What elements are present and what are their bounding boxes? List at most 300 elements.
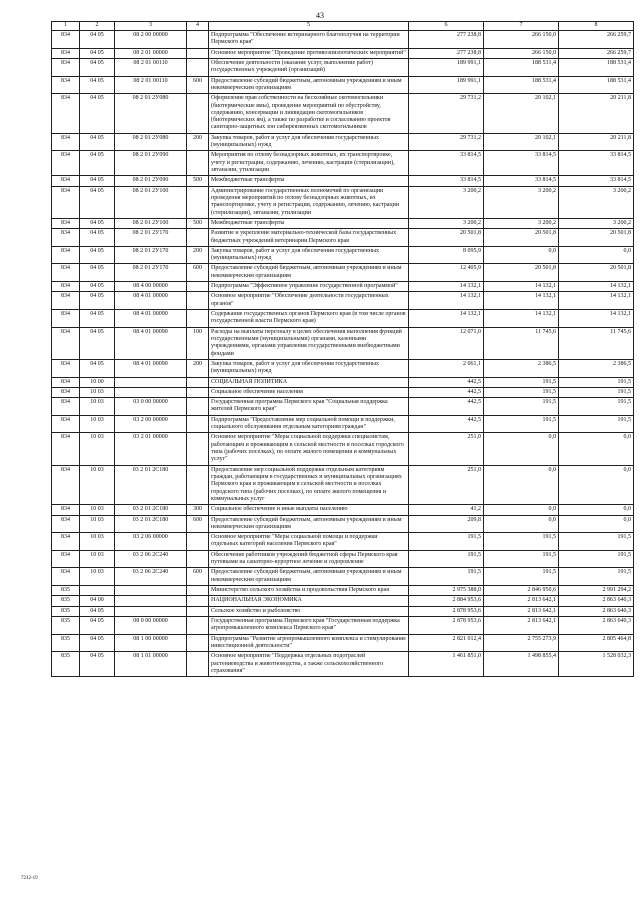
amount-year1-cell: 12 071,0 xyxy=(409,327,484,359)
description-cell: НАЦИОНАЛЬНАЯ ЭКОНОМИКА xyxy=(209,596,409,606)
amount-year3-cell: 2 863 640,3 xyxy=(559,616,634,634)
section-code-cell: 04 05 xyxy=(80,58,115,76)
section-code-cell: 10 03 xyxy=(80,505,115,515)
section-code-cell: 04 05 xyxy=(80,282,115,292)
table-row xyxy=(52,465,634,505)
admin-code-cell: 834 xyxy=(52,292,80,310)
amount-year1-cell: 14 132,1 xyxy=(409,282,484,292)
expense-type-cell xyxy=(187,31,209,49)
table-row xyxy=(52,310,634,328)
amount-year3-cell: 11 745,6 xyxy=(559,327,634,359)
amount-year2-cell: 20 102,1 xyxy=(484,94,559,134)
expense-type-cell xyxy=(187,387,209,397)
expense-type-cell: 600 xyxy=(187,568,209,586)
description-cell: Основное мероприятие "Поддержка отдельных подотраслей растениеводства и животноводства, а также сельскохозяйственного страхования" xyxy=(209,652,409,677)
admin-code-cell: 834 xyxy=(52,377,80,387)
expense-type-cell xyxy=(187,550,209,568)
section-code-cell: 04 05 xyxy=(80,359,115,377)
section-code-cell: 04 05 xyxy=(80,48,115,58)
table-row xyxy=(52,515,634,533)
description-cell: Основное мероприятие "Меры социальной поддержки специалистам, работающим и проживающим в сельской местности и поселках городского типа (рабочих поселках), по оплате жилого помещения и коммунальных услуг" xyxy=(209,433,409,465)
section-code-cell: 04 05 xyxy=(80,76,115,94)
expense-type-cell xyxy=(187,58,209,76)
target-article-cell: 03 2 00 00000 xyxy=(115,415,187,433)
expense-type-cell: 300 xyxy=(187,505,209,515)
section-code-cell: 10 03 xyxy=(80,415,115,433)
section-code-cell: 04 00 xyxy=(80,596,115,606)
table-row xyxy=(52,359,634,377)
target-article-cell: 08 2 01 00000 xyxy=(115,48,187,58)
amount-year2-cell: 191,5 xyxy=(484,415,559,433)
amount-year3-cell: 0,0 xyxy=(559,505,634,515)
target-article-cell: 08 4 01 00090 xyxy=(115,310,187,328)
target-article-cell: 08 4 01 00000 xyxy=(115,292,187,310)
amount-year1-cell: 33 814,5 xyxy=(409,176,484,186)
amount-year2-cell: 191,5 xyxy=(484,398,559,416)
amount-year1-cell: 12 405,9 xyxy=(409,264,484,282)
amount-year1-cell: 33 814,5 xyxy=(409,151,484,176)
expense-type-cell xyxy=(187,616,209,634)
amount-year1-cell: 29 731,2 xyxy=(409,94,484,134)
description-cell: Обеспечение деятельности (оказание услуг, выполнение работ) государственных учреждений (организаций) xyxy=(209,58,409,76)
expense-type-cell: 500 xyxy=(187,218,209,228)
section-code-cell: 10 03 xyxy=(80,568,115,586)
description-cell: Основное мероприятие "Проведение противоэпизоотических мероприятий" xyxy=(209,48,409,58)
target-article-cell: 08 2 00 00000 xyxy=(115,31,187,49)
table-row xyxy=(52,616,634,634)
section-code-cell: 10 03 xyxy=(80,533,115,551)
section-code-cell: 10 03 xyxy=(80,465,115,505)
amount-year1-cell: 251,0 xyxy=(409,465,484,505)
table-row xyxy=(52,377,634,387)
description-cell: Обеспечение работников учреждений бюджетной сферы Пермского края путевками на санаторно-курортное лечение и оздоровление xyxy=(209,550,409,568)
amount-year1-cell: 442,5 xyxy=(409,415,484,433)
section-code-cell: 04 05 xyxy=(80,634,115,652)
description-cell: Социальное обеспечение населения xyxy=(209,387,409,397)
amount-year3-cell: 2 805 464,8 xyxy=(559,634,634,652)
description-cell: Предоставление субсидий бюджетным, автономным учреждениям и иным некоммерческим организациям xyxy=(209,568,409,586)
description-cell: Подпрограмма "Обеспечение ветеринарного благополучия на территории Пермского края" xyxy=(209,31,409,49)
expense-type-cell: 200 xyxy=(187,246,209,264)
amount-year2-cell: 14 132,1 xyxy=(484,282,559,292)
section-code-cell: 04 05 xyxy=(80,310,115,328)
amount-year1-cell: 14 132,1 xyxy=(409,292,484,310)
amount-year3-cell: 0,0 xyxy=(559,465,634,505)
amount-year3-cell: 2 386,5 xyxy=(559,359,634,377)
amount-year1-cell: 442,5 xyxy=(409,377,484,387)
amount-year2-cell: 20 102,1 xyxy=(484,133,559,151)
expense-type-cell xyxy=(187,48,209,58)
description-cell: Государственная программа Пермского края "Социальная поддержка жителей Пермского края" xyxy=(209,398,409,416)
column-header: 8 xyxy=(559,22,634,31)
target-article-cell: 08 1 01 00000 xyxy=(115,652,187,677)
admin-code-cell: 834 xyxy=(52,359,80,377)
amount-year3-cell: 188 531,4 xyxy=(559,58,634,76)
target-article-cell: 08 4 01 00090 xyxy=(115,327,187,359)
table-row xyxy=(52,151,634,176)
amount-year2-cell: 2 386,5 xyxy=(484,359,559,377)
amount-year2-cell: 191,5 xyxy=(484,568,559,586)
amount-year2-cell: 2 813 642,1 xyxy=(484,606,559,616)
section-code-cell: 10 03 xyxy=(80,398,115,416)
expense-type-cell xyxy=(187,586,209,596)
admin-code-cell: 834 xyxy=(52,568,80,586)
target-article-cell: 03 2 01 2С180 xyxy=(115,465,187,505)
expense-type-cell xyxy=(187,94,209,134)
amount-year3-cell: 2 863 640,3 xyxy=(559,596,634,606)
expense-type-cell xyxy=(187,606,209,616)
description-cell: Предоставление субсидий бюджетным, автономным учреждениям и иным некоммерческим организациям xyxy=(209,76,409,94)
table-row xyxy=(52,264,634,282)
amount-year1-cell: 442,5 xyxy=(409,387,484,397)
section-code-cell: 04 05 xyxy=(80,94,115,134)
table-row xyxy=(52,186,634,218)
amount-year1-cell: 8 095,9 xyxy=(409,246,484,264)
table-row xyxy=(52,176,634,186)
amount-year2-cell: 0,0 xyxy=(484,515,559,533)
section-code-cell: 04 05 xyxy=(80,229,115,247)
description-cell: Подпрограмма "Эффективное управление государственной программой" xyxy=(209,282,409,292)
section-code-cell: 04 05 xyxy=(80,606,115,616)
amount-year3-cell: 33 814,5 xyxy=(559,176,634,186)
table-row xyxy=(52,282,634,292)
amount-year3-cell: 3 200,2 xyxy=(559,186,634,218)
amount-year2-cell: 191,5 xyxy=(484,550,559,568)
table-row xyxy=(52,292,634,310)
amount-year2-cell: 2 846 950,6 xyxy=(484,586,559,596)
description-cell: Основное мероприятие "Меры социальной помощи и поддержки отдельных категорий населения Пермского края" xyxy=(209,533,409,551)
amount-year1-cell: 3 200,2 xyxy=(409,186,484,218)
amount-year3-cell: 14 132,1 xyxy=(559,292,634,310)
table-row xyxy=(52,652,634,677)
expense-type-cell xyxy=(187,465,209,505)
section-code-cell: 04 05 xyxy=(80,186,115,218)
amount-year1-cell: 189 991,1 xyxy=(409,76,484,94)
amount-year3-cell: 188 531,4 xyxy=(559,76,634,94)
amount-year2-cell: 0,0 xyxy=(484,246,559,264)
amount-year1-cell: 2 878 953,6 xyxy=(409,606,484,616)
amount-year3-cell: 191,5 xyxy=(559,377,634,387)
amount-year1-cell: 1 461 851,0 xyxy=(409,652,484,677)
amount-year3-cell: 191,5 xyxy=(559,387,634,397)
amount-year3-cell: 20 501,8 xyxy=(559,264,634,282)
description-cell: Основное мероприятие "Обеспечение деятельности государственных органов" xyxy=(209,292,409,310)
amount-year3-cell: 14 132,1 xyxy=(559,282,634,292)
admin-code-cell: 834 xyxy=(52,398,80,416)
amount-year1-cell: 251,0 xyxy=(409,433,484,465)
admin-code-cell: 834 xyxy=(52,282,80,292)
column-number-row xyxy=(52,22,634,31)
column-header: 3 xyxy=(115,22,187,31)
amount-year2-cell: 3 200,2 xyxy=(484,186,559,218)
amount-year1-cell: 277 238,8 xyxy=(409,31,484,49)
amount-year3-cell: 191,5 xyxy=(559,550,634,568)
amount-year1-cell: 2 884 953,6 xyxy=(409,596,484,606)
amount-year1-cell: 2 878 953,6 xyxy=(409,616,484,634)
target-article-cell: 03 2 06 2С240 xyxy=(115,550,187,568)
amount-year3-cell: 191,5 xyxy=(559,568,634,586)
amount-year3-cell: 0,0 xyxy=(559,433,634,465)
table-row xyxy=(52,505,634,515)
amount-year2-cell: 191,5 xyxy=(484,377,559,387)
table-row xyxy=(52,606,634,616)
admin-code-cell: 834 xyxy=(52,310,80,328)
admin-code-cell: 834 xyxy=(52,94,80,134)
admin-code-cell: 834 xyxy=(52,264,80,282)
target-article-cell: 08 2 01 2У080 xyxy=(115,133,187,151)
amount-year1-cell: 2 821 012,4 xyxy=(409,634,484,652)
table-row xyxy=(52,568,634,586)
table-row xyxy=(52,415,634,433)
target-article-cell xyxy=(115,606,187,616)
amount-year3-cell: 20 211,8 xyxy=(559,133,634,151)
amount-year3-cell: 14 132,1 xyxy=(559,310,634,328)
description-cell: Мероприятия по отлову безнадзорных животных, их транспортировке, учету и регистрации, содержанию, лечению, кастрации (стерилизации), эвтаназии, утилизации xyxy=(209,151,409,176)
amount-year1-cell: 277 238,8 xyxy=(409,48,484,58)
target-article-cell xyxy=(115,596,187,606)
amount-year2-cell: 191,5 xyxy=(484,387,559,397)
table-row xyxy=(52,634,634,652)
admin-code-cell: 834 xyxy=(52,415,80,433)
admin-code-cell: 834 xyxy=(52,515,80,533)
amount-year2-cell: 2 813 642,1 xyxy=(484,596,559,606)
target-article-cell: 08 2 01 2У170 xyxy=(115,246,187,264)
admin-code-cell: 834 xyxy=(52,246,80,264)
target-article-cell: 08 4 01 00090 xyxy=(115,359,187,377)
amount-year2-cell: 1 498 855,4 xyxy=(484,652,559,677)
amount-year2-cell: 0,0 xyxy=(484,433,559,465)
description-cell: Государственная программа Пермского края "Государственная поддержка агропромышленного комплекса Пермского края" xyxy=(209,616,409,634)
expense-type-cell: 200 xyxy=(187,133,209,151)
description-cell: Предоставление мер социальной поддержки отдельным категориям граждан, работающим в государственных и муниципальных организациях Пермского края и проживающим в сельской местности и поселках городского типа (рабочих поселках), по оплате жилого помещения и коммунальных услуг xyxy=(209,465,409,505)
amount-year2-cell: 20 501,8 xyxy=(484,229,559,247)
expense-type-cell xyxy=(187,433,209,465)
description-cell: Содержание государственных органов Пермского края (в том числе органов государственной власти Пермского края) xyxy=(209,310,409,328)
amount-year2-cell: 33 814,5 xyxy=(484,151,559,176)
amount-year1-cell: 189 991,1 xyxy=(409,58,484,76)
footer-code: 7212-19 xyxy=(21,876,38,881)
amount-year3-cell: 191,5 xyxy=(559,415,634,433)
amount-year1-cell: 2 061,1 xyxy=(409,359,484,377)
admin-code-cell: 834 xyxy=(52,550,80,568)
amount-year2-cell: 20 501,8 xyxy=(484,264,559,282)
section-code-cell: 04 05 xyxy=(80,616,115,634)
amount-year2-cell: 14 132,1 xyxy=(484,292,559,310)
amount-year3-cell: 266 259,7 xyxy=(559,31,634,49)
target-article-cell xyxy=(115,377,187,387)
section-code-cell: 04 05 xyxy=(80,652,115,677)
amount-year2-cell: 188 531,4 xyxy=(484,76,559,94)
amount-year1-cell: 2 975 388,0 xyxy=(409,586,484,596)
amount-year2-cell: 3 200,2 xyxy=(484,218,559,228)
target-article-cell: 08 2 01 2У100 xyxy=(115,218,187,228)
table-row xyxy=(52,246,634,264)
section-code-cell: 10 00 xyxy=(80,377,115,387)
admin-code-cell: 834 xyxy=(52,433,80,465)
admin-code-cell: 835 xyxy=(52,616,80,634)
section-code-cell: 04 05 xyxy=(80,327,115,359)
expense-type-cell xyxy=(187,596,209,606)
section-code-cell xyxy=(80,586,115,596)
amount-year2-cell: 0,0 xyxy=(484,505,559,515)
table-row xyxy=(52,76,634,94)
amount-year3-cell: 191,5 xyxy=(559,533,634,551)
budget-table xyxy=(51,21,634,677)
target-article-cell: 08 0 00 00000 xyxy=(115,616,187,634)
expense-type-cell xyxy=(187,229,209,247)
amount-year2-cell: 2 755 273,9 xyxy=(484,634,559,652)
admin-code-cell: 834 xyxy=(52,465,80,505)
admin-code-cell: 835 xyxy=(52,606,80,616)
table-row xyxy=(52,31,634,49)
section-code-cell: 04 05 xyxy=(80,246,115,264)
target-article-cell: 03 2 06 2С240 xyxy=(115,568,187,586)
amount-year2-cell: 33 814,5 xyxy=(484,176,559,186)
admin-code-cell: 834 xyxy=(52,151,80,176)
admin-code-cell: 834 xyxy=(52,229,80,247)
description-cell: Расходы на выплаты персоналу в целях обеспечения выполнения функций государственными (муниципальными) органами, казенными учреждениями, органами управления государственными внебюджетными фондами xyxy=(209,327,409,359)
section-code-cell: 10 03 xyxy=(80,515,115,533)
description-cell: Сельское хозяйство и рыболовство xyxy=(209,606,409,616)
amount-year1-cell: 442,5 xyxy=(409,398,484,416)
description-cell: Предоставление субсидий бюджетным, автономным учреждениям и иным некоммерческим организациям xyxy=(209,264,409,282)
expense-type-cell xyxy=(187,151,209,176)
column-header: 7 xyxy=(484,22,559,31)
table-row xyxy=(52,550,634,568)
description-cell: Подпрограмма "Предоставление мер социальной помощи и поддержки, социального обслуживания отдельным категориям граждан" xyxy=(209,415,409,433)
expense-type-cell: 100 xyxy=(187,327,209,359)
section-code-cell: 04 05 xyxy=(80,218,115,228)
description-cell: Администрирование государственных полномочий по организации проведения мероприятий по отлову безнадзорных животных, их транспортировке, учету и регистрации, содержанию, лечению, кастрации (стерилизации), эвтаназии, утилизации xyxy=(209,186,409,218)
section-code-cell: 04 05 xyxy=(80,151,115,176)
description-cell: Предоставление субсидий бюджетным, автономным учреждениям и иным некоммерческим организациям xyxy=(209,515,409,533)
target-article-cell: 03 2 01 2С180 xyxy=(115,515,187,533)
amount-year3-cell: 2 991 294,2 xyxy=(559,586,634,596)
amount-year3-cell: 20 501,8 xyxy=(559,229,634,247)
amount-year2-cell: 11 745,6 xyxy=(484,327,559,359)
admin-code-cell: 835 xyxy=(52,586,80,596)
expense-type-cell: 600 xyxy=(187,264,209,282)
admin-code-cell: 834 xyxy=(52,31,80,49)
description-cell: Закупка товаров, работ и услуг для обеспечения государственных (муниципальных) нужд xyxy=(209,133,409,151)
admin-code-cell: 834 xyxy=(52,505,80,515)
description-cell: Межбюджетные трансферты xyxy=(209,176,409,186)
table-row xyxy=(52,327,634,359)
expense-type-cell xyxy=(187,652,209,677)
amount-year3-cell: 2 863 640,3 xyxy=(559,606,634,616)
admin-code-cell: 834 xyxy=(52,133,80,151)
section-code-cell: 10 03 xyxy=(80,387,115,397)
table-row xyxy=(52,596,634,606)
table-row xyxy=(52,398,634,416)
table-row xyxy=(52,133,634,151)
description-cell: Закупка товаров, работ и услуг для обеспечения государственных (муниципальных) нужд xyxy=(209,246,409,264)
expense-type-cell: 600 xyxy=(187,76,209,94)
description-cell: Подпрограмма "Развитие агропромышленного комплекса и стимулирование инвестиционной деятельности" xyxy=(209,634,409,652)
table-row xyxy=(52,218,634,228)
amount-year1-cell: 191,5 xyxy=(409,550,484,568)
section-code-cell: 04 05 xyxy=(80,292,115,310)
expense-type-cell xyxy=(187,282,209,292)
admin-code-cell: 834 xyxy=(52,387,80,397)
target-article-cell: 08 2 01 00110 xyxy=(115,76,187,94)
table-row xyxy=(52,58,634,76)
expense-type-cell xyxy=(187,377,209,387)
amount-year3-cell: 1 528 032,3 xyxy=(559,652,634,677)
amount-year2-cell: 0,0 xyxy=(484,465,559,505)
admin-code-cell: 835 xyxy=(52,652,80,677)
target-article-cell xyxy=(115,586,187,596)
admin-code-cell: 834 xyxy=(52,533,80,551)
expense-type-cell xyxy=(187,398,209,416)
description-cell: Социальное обеспечение и иные выплаты населению xyxy=(209,505,409,515)
table-row xyxy=(52,94,634,134)
target-article-cell: 03 2 01 2С180 xyxy=(115,505,187,515)
amount-year2-cell: 266 150,0 xyxy=(484,31,559,49)
section-code-cell: 04 05 xyxy=(80,31,115,49)
column-header: 6 xyxy=(409,22,484,31)
target-article-cell: 03 2 06 00000 xyxy=(115,533,187,551)
column-header: 2 xyxy=(80,22,115,31)
admin-code-cell: 834 xyxy=(52,48,80,58)
expense-type-cell: 200 xyxy=(187,359,209,377)
amount-year3-cell: 0,0 xyxy=(559,246,634,264)
column-header: 4 xyxy=(187,22,209,31)
amount-year1-cell: 191,5 xyxy=(409,568,484,586)
target-article-cell: 08 2 01 2У090 xyxy=(115,151,187,176)
table-row xyxy=(52,433,634,465)
amount-year1-cell: 20 501,8 xyxy=(409,229,484,247)
expense-type-cell xyxy=(187,533,209,551)
section-code-cell: 04 05 xyxy=(80,176,115,186)
amount-year2-cell: 188 531,4 xyxy=(484,58,559,76)
target-article-cell: 08 4 00 00000 xyxy=(115,282,187,292)
target-article-cell xyxy=(115,387,187,397)
section-code-cell: 10 03 xyxy=(80,433,115,465)
target-article-cell: 03 0 00 00000 xyxy=(115,398,187,416)
target-article-cell: 08 2 01 2У170 xyxy=(115,264,187,282)
amount-year1-cell: 3 200,2 xyxy=(409,218,484,228)
expense-type-cell xyxy=(187,292,209,310)
expense-type-cell: 500 xyxy=(187,176,209,186)
description-cell: Министерство сельского хозяйства и продовольствия Пермского края xyxy=(209,586,409,596)
table-row xyxy=(52,533,634,551)
column-header: 1 xyxy=(52,22,80,31)
description-cell: Межбюджетные трансферты xyxy=(209,218,409,228)
admin-code-cell: 834 xyxy=(52,58,80,76)
column-header: 5 xyxy=(209,22,409,31)
admin-code-cell: 835 xyxy=(52,634,80,652)
admin-code-cell: 834 xyxy=(52,218,80,228)
expense-type-cell: 600 xyxy=(187,515,209,533)
description-cell: СОЦИАЛЬНАЯ ПОЛИТИКА xyxy=(209,377,409,387)
description-cell: Закупка товаров, работ и услуг для обеспечения государственных (муниципальных) нужд xyxy=(209,359,409,377)
section-code-cell: 04 05 xyxy=(80,264,115,282)
table-row xyxy=(52,586,634,596)
amount-year3-cell: 33 814,5 xyxy=(559,151,634,176)
expense-type-cell xyxy=(187,634,209,652)
target-article-cell: 08 2 01 2У170 xyxy=(115,229,187,247)
admin-code-cell: 834 xyxy=(52,176,80,186)
description-cell: Развитие и укрепление материально-технической базы государственных бюджетных учреждений ветеринарии Пермского края xyxy=(209,229,409,247)
target-article-cell: 08 2 01 2У100 xyxy=(115,186,187,218)
admin-code-cell: 835 xyxy=(52,596,80,606)
amount-year1-cell: 14 132,1 xyxy=(409,310,484,328)
admin-code-cell: 834 xyxy=(52,186,80,218)
amount-year2-cell: 191,5 xyxy=(484,533,559,551)
amount-year1-cell: 191,5 xyxy=(409,533,484,551)
amount-year2-cell: 266 150,0 xyxy=(484,48,559,58)
